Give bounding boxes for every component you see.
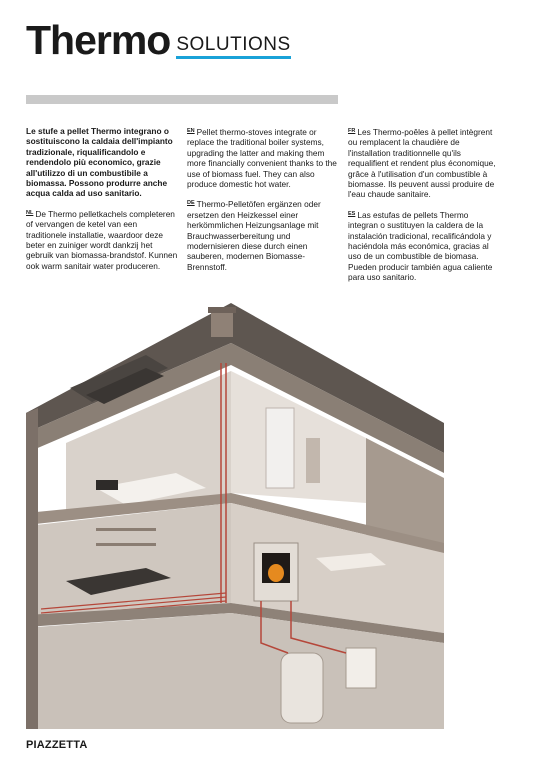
column-left	[26, 126, 178, 280]
house-cutaway-illustration	[26, 303, 444, 729]
header-divider	[26, 95, 338, 104]
footer-brand: PIAZZETTA	[26, 739, 88, 751]
shower	[266, 408, 294, 488]
text-nl: De Thermo pelletkachels completeren of vervangen de ketel van een traditionele installatie, waardoor deze beter en zuiniger wordt dankzij het gebruik van biomassa-brandstof. Kunnen ook warm sanitair water produceren.	[26, 208, 178, 271]
text-es-block	[348, 209, 500, 283]
cut-wall	[26, 408, 38, 729]
column-right	[348, 126, 500, 292]
text-es: Las estufas de pellets Thermo integran o sustituyen la caldera de la instalación tradicional, recalificándola y haciéndola más económica, gracias al uso de un combustible de biomasa. Pueden producir también agua caliente para uso sanitario.	[348, 209, 493, 283]
lang-code-de: DE	[187, 200, 195, 207]
flame-icon	[268, 564, 284, 582]
text-en: Pellet thermo-stoves integrate or replace the traditional boiler systems, upgrading the latter and making them more financially convenient thanks to the use of biomass fuel. They can also produce domestic hot water.	[187, 127, 337, 190]
text-en-block	[187, 126, 340, 189]
text-de-block	[187, 198, 340, 272]
text-de: Thermo-Pelletöfen ergänzen oder ersetzen den Heizkessel einer herkömmlichen Heizungsanlage mit Brauchwasserbereitung und modernisieren diese durch einen sauberen, modernen Biomasse-Brennstoff.	[187, 199, 321, 272]
lang-code-es: ES	[348, 210, 356, 217]
text-fr: Les Thermo-poêles à pellet intègrent ou remplacent la chaudière de l'installation traditionnelle qu'ils requalifient et rendent plus économique, grâce à l'utilisation d'un combustible à biomasse. Ils peuvent aussi produire de l'eau chaude sanitaire.	[348, 127, 496, 200]
title-subtitle: SOLUTIONS	[176, 35, 290, 59]
column-middle	[187, 126, 340, 281]
chimney	[211, 311, 233, 337]
lang-code-nl: NL	[26, 209, 34, 216]
water-tank	[281, 653, 323, 723]
page-title	[26, 18, 291, 62]
text-it: Le stufe a pellet Thermo integrano o sostituiscono la caldaia dell'impianto tradizionale, riqualificandolo e rendendolo più economico, grazie all'utilizzo di un combustibile a biomassa. Possono produrre anche acqua calda ad uso sanitario.	[26, 126, 173, 199]
text-fr-block	[348, 126, 500, 200]
lang-code-en: EN	[187, 128, 195, 134]
title-brand: Thermo	[26, 17, 171, 63]
lang-code-fr: FR	[348, 128, 356, 134]
boiler	[346, 648, 376, 688]
text-nl-block	[26, 208, 178, 271]
